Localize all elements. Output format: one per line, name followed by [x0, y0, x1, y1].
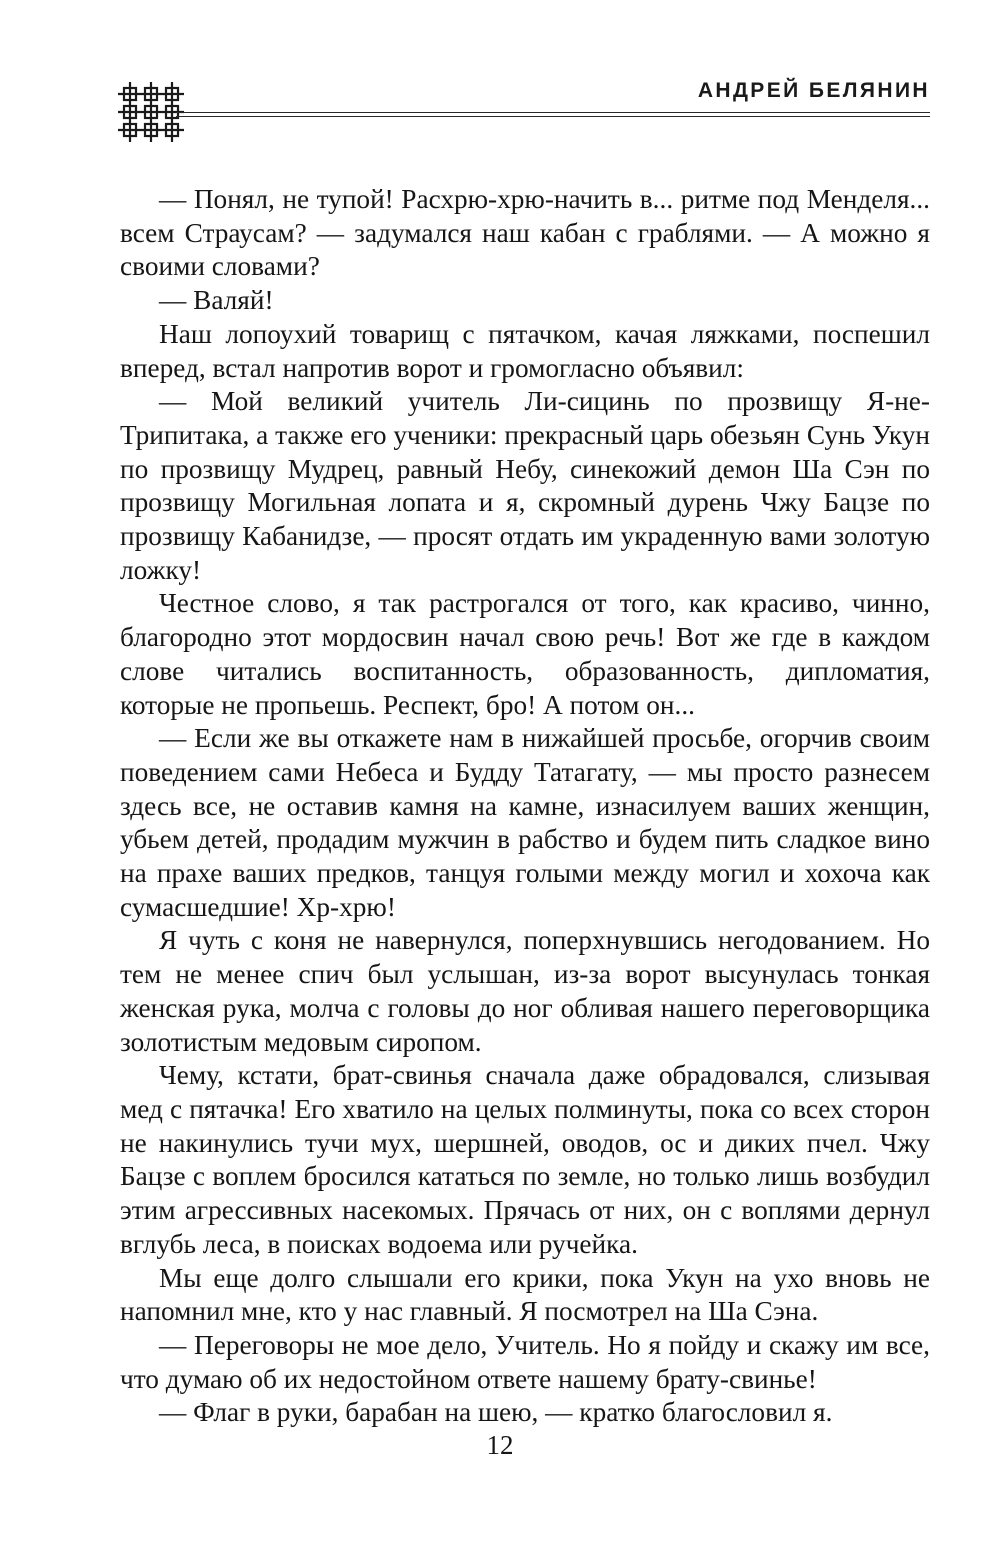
paragraph: Я чуть с коня не навернулся, поперхнувшись негодованием. Но тем не менее спич был услышан, из-за ворот высунулась тонкая женская рука, молча с головы до ног обливая нашего переговорщика золотистым медовым сиропом. [120, 925, 930, 1057]
paragraph: Наш лопоухий товарищ с пятачком, качая ляжками, поспешил вперед, встал напротив ворот и громогласно объявил: [120, 318, 930, 383]
running-head-author: АНДРЕЙ БЕЛЯНИН [697, 79, 930, 102]
paragraph: — Понял, не тупой! Расхрю-хрю-начить в... ритме под Менделя... всем Страусам? — задумался наш кабан с граблями. — А можно я своими словами? [120, 184, 930, 282]
paragraph: Честное слово, я так растрогался от того, как красиво, чинно, благородно этот мордосвин начал свою речь! Вот же где в каждом слове читались воспитанность, образованность, дипломатия, которые не пропьешь. Респект, бро! А потом он... [120, 588, 930, 720]
header-rule-thin [176, 116, 930, 117]
paragraph: — Мой великий учитель Ли-сицинь по прозвищу Я-не-Трипитака, а также его ученики: прекрасный царь обезьян Сунь Укун по прозвищу Мудрец, равный Небу, синекожий демон Ша Сэн по прозвищу Могильная лопата и я, скромный дурень Чжу Бацзе по прозвищу Кабанидзе, — просят отдать им украденную вами золотую ложку! [120, 386, 930, 585]
paragraph: Мы еще долго слышали его крики, пока Укун на ухо вновь не напомнил мне, кто у нас главный. Я посмотрел на Ша Сэна. [120, 1262, 930, 1327]
header-rule [176, 112, 930, 113]
paragraph: — Если же вы откажете нам в нижайшей просьбе, огорчив своим поведением сами Небеса и Будду Татагату, — мы просто разнесем здесь все, не оставив камня на камне, изнасилуем ваших женщин, убьем детей, продадим мужчин в рабство и будем пить сладкое вино на прахе ваших предков, танцуя голыми между могил и хохоча как сумасшедшие! Хр-хрю! [120, 723, 930, 922]
knot-ornament-icon [118, 78, 184, 144]
page-header [116, 76, 930, 156]
page-number: 12 [486, 1430, 514, 1460]
body-text [120, 183, 930, 1430]
paragraph: — Флаг в руки, барабан на шею, — кратко благословил я. [159, 1397, 833, 1428]
paragraph: — Переговоры не мое дело, Учитель. Но я пойду и скажу им все, что думаю об их недостойном ответе нашему брату-свинье! [120, 1329, 930, 1394]
paragraph: Чему, кстати, брат-свинья сначала даже обрадовался, слизывая мед с пятачка! Его хватило на целых полминуты, пока со всех сторон не накинулись тучи мух, шершней, оводов, ос и диких пчел. Чжу Бацзе с воплем бросился кататься по земле, но только лишь возбудил этим агрессивных насекомых. Прячась от них, он с воплями дернул вглубь леса, в поисках водоема или ручейка. [120, 1060, 930, 1259]
paragraph: — Валяй! [159, 285, 274, 316]
